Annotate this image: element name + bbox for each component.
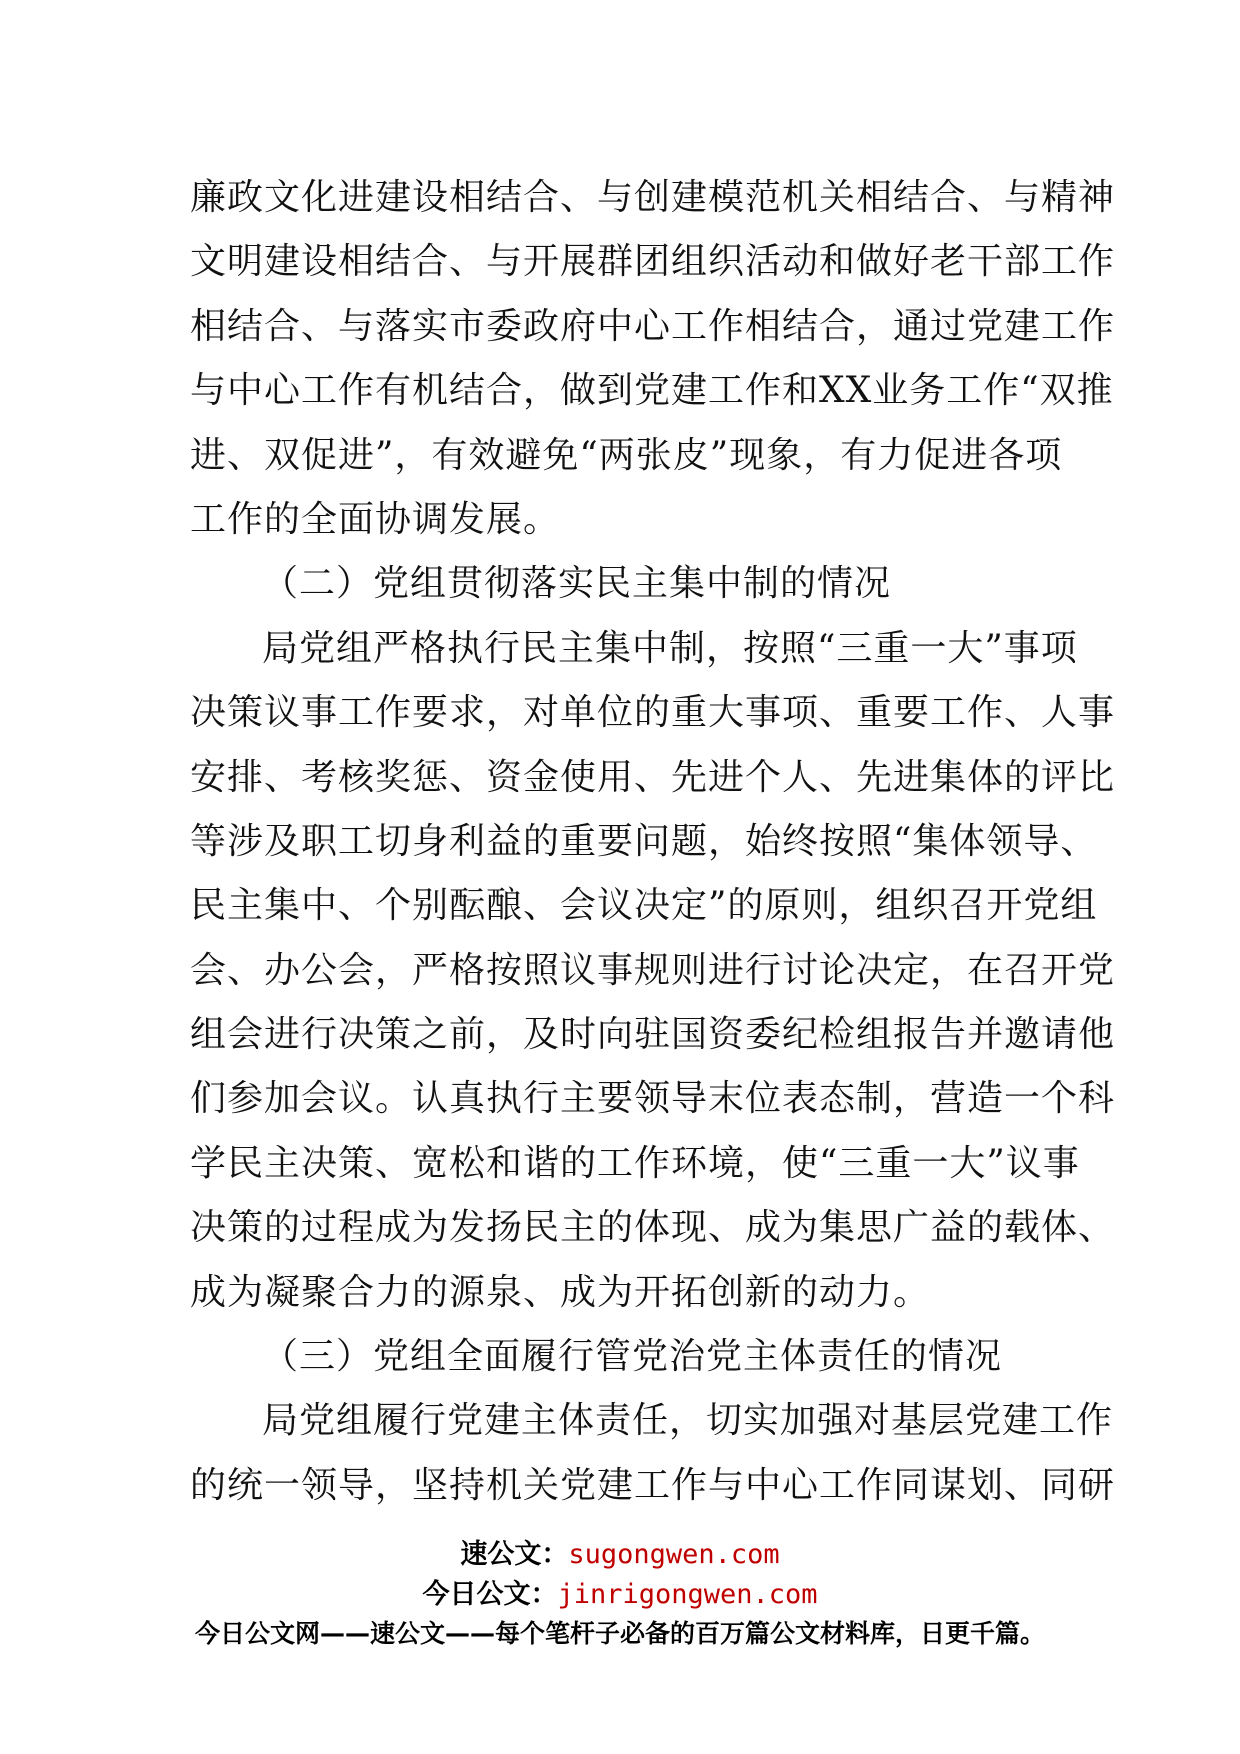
footer-label: 今日公文：: [422, 1579, 558, 1610]
text-line: 局党组履行党建主体责任，切实加强对基层党建工作: [262, 1400, 1114, 1442]
text-line: 相结合、与落实市委政府中心工作相结合，通过党建工作: [190, 305, 1116, 347]
footer-link-jinrigongwen[interactable]: jinrigongwen.com: [557, 1579, 818, 1610]
text-line: 与中心工作有机结合，做到党建工作和XX业务工作“双推: [190, 370, 1114, 412]
section-heading-2: （二）党组贯彻落实民主集中制的情况: [262, 563, 892, 605]
text-line: 廉政文化进建设相结合、与创建模范机关相结合、与精神: [190, 177, 1116, 218]
text-line: 民主集中、个别酝酿、会议决定”的原则，组织召开党组: [190, 885, 1098, 927]
text-line: 的统一领导，坚持机关党建工作与中心工作同谋划、同研: [190, 1464, 1116, 1506]
text-line: 决策的过程成为发扬民主的体现、成为集思广益的载体、: [190, 1207, 1116, 1249]
footer-label: 速公文：: [460, 1539, 569, 1570]
section-heading-3: （三）党组全面履行管党治党主体责任的情况: [262, 1336, 1003, 1378]
footer-slogan: 今日公文网——速公文——每个笔杆子必备的百万篇公文材料库，日更千篇。: [194, 1619, 1045, 1648]
text-line: 安排、考核奖惩、资金使用、先进个人、先进集体的评比: [190, 756, 1116, 798]
footer-site-line-1: [0, 1532, 1240, 1571]
text-line: 们参加会议。认真执行主要领导末位表态制，营造一个科: [190, 1078, 1116, 1120]
paragraph-2: [190, 617, 1116, 1325]
text-line: 会、办公会，严格按照议事规则进行讨论决定，在召开党: [190, 949, 1116, 991]
text-line: 组会进行决策之前，及时向驻国资委纪检组报告并邀请他: [190, 1014, 1116, 1056]
text-line: 工作的全面协调发展。: [190, 498, 561, 540]
footer-link-sugongwen[interactable]: sugongwen.com: [568, 1539, 780, 1570]
document-body: [190, 166, 1116, 1518]
paragraph-1: [190, 166, 1116, 552]
text-line: 文明建设相结合、与开展群团组织活动和做好老干部工作: [190, 241, 1116, 283]
paragraph-3: [190, 1389, 1116, 1518]
text-line: 学民主决策、宽松和谐的工作环境，使“三重一大”议事: [190, 1142, 1080, 1184]
text-line: 进、双促进”，有效避免“两张皮”现象，有力促进各项: [190, 434, 1063, 476]
text-line: 决策议事工作要求，对单位的重大事项、重要工作、人事: [190, 692, 1116, 734]
text-line: 局党组严格执行民主集中制，按照“三重一大”事项: [262, 627, 1078, 669]
footer-site-line-2: [0, 1572, 1240, 1611]
text-line: 成为凝聚合力的源泉、成为开拓创新的动力。: [190, 1271, 931, 1313]
text-line: 等涉及职工切身利益的重要问题，始终按照“集体领导、: [190, 820, 1098, 862]
